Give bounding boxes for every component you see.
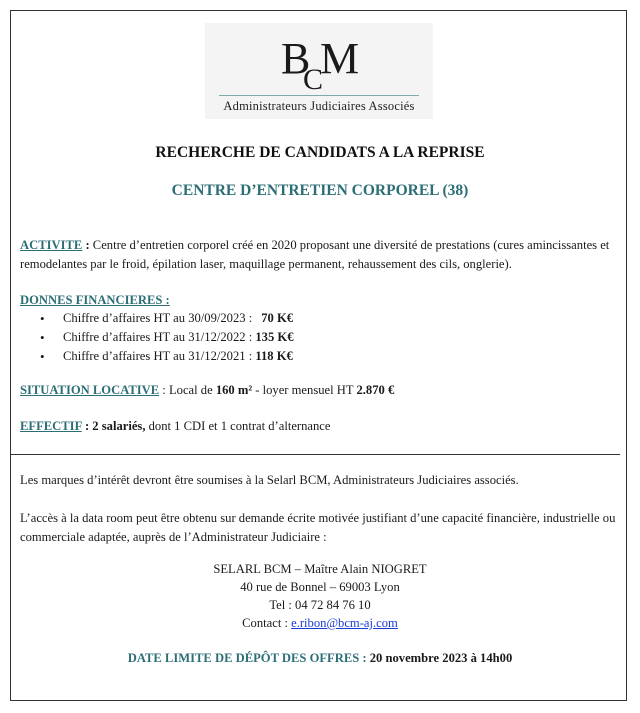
effectif-section xyxy=(20,417,623,436)
logo-monogram xyxy=(205,29,433,89)
situation-section xyxy=(20,381,623,400)
fin-item-amount: 135 K€ xyxy=(255,330,294,344)
contact-label: Contact : xyxy=(242,616,292,630)
financieres-section xyxy=(20,291,623,310)
divider xyxy=(10,454,620,455)
fin-item-amount: 118 K€ xyxy=(255,349,293,363)
page-subtitle: CENTRE D’ENTRETIEN CORPOREL (38) xyxy=(171,182,469,199)
logo-rule xyxy=(219,95,419,96)
situation-prefix: : Local de xyxy=(159,383,216,397)
deadline xyxy=(0,651,640,666)
deadline-label: DATE LIMITE DE DÉPÔT DES OFFRES : xyxy=(127,651,367,665)
list-item xyxy=(40,328,294,347)
dataroom-text: L’accès à la data room peut être obtenu sur demande écrite motivée justifiant d’une capacité financière, industrielle ou commerciale adaptée, auprès de l’Administrateur Judiciaire : xyxy=(20,511,616,544)
fin-item-text: Chiffre d’affaires HT au 31/12/2021 : xyxy=(63,349,253,363)
activite-section xyxy=(20,236,623,274)
situation-surface: 160 m² xyxy=(215,383,253,397)
effectif-label: EFFECTIF xyxy=(20,419,82,433)
activite-text: Centre d’entretien corporel créé en 2020 proposant une diversité de prestations (cures amincissantes et remodelantes par le froid, épilation laser, maquillage permanent, rehaussement des cils, onglerie). xyxy=(20,238,610,271)
contact-phone: Tel : 04 72 84 76 10 xyxy=(269,598,371,612)
fin-item-amount: 70 K€ xyxy=(261,311,294,325)
contact-email-link[interactable]: e.ribon@bcm-aj.com xyxy=(291,616,398,630)
situation-loyer: 2.870 € xyxy=(356,383,395,397)
svg-text:C: C xyxy=(303,63,324,91)
list-item xyxy=(40,309,294,328)
marques-text: Les marques d’intérêt devront être soumises à la Selarl BCM, Administrateurs Judiciaires associés. xyxy=(20,473,519,487)
fin-item-text: Chiffre d’affaires HT au 30/09/2023 : xyxy=(63,311,253,325)
bcm-logo xyxy=(205,23,433,119)
svg-text:B: B xyxy=(281,34,311,83)
financieres-list xyxy=(40,309,294,366)
logo-subtitle: Administrateurs Judiciaires Associés xyxy=(223,99,415,113)
page-title: RECHERCHE DE CANDIDATS A LA REPRISE xyxy=(155,144,485,161)
effectif-bold: : 2 salariés, xyxy=(81,419,146,433)
deadline-value: 20 novembre 2023 à 14h00 xyxy=(366,651,513,665)
financieres-label: DONNES FINANCIERES : xyxy=(20,293,170,307)
effectif-rest: dont 1 CDI et 1 contrat d’alternance xyxy=(145,419,331,433)
activite-label: ACTIVITE xyxy=(20,238,83,252)
fin-item-text: Chiffre d’affaires HT au 31/12/2022 : xyxy=(63,330,253,344)
contact-line-1: SELARL BCM – Maître Alain NIOGRET xyxy=(213,562,427,576)
situation-middle: - loyer mensuel HT xyxy=(252,383,357,397)
situation-label: SITUATION LOCATIVE xyxy=(20,383,160,397)
activite-separator: : xyxy=(82,238,93,252)
contact-email-line xyxy=(0,614,640,632)
list-item xyxy=(40,347,294,366)
svg-text:M: M xyxy=(320,34,360,83)
contact-line-2: 40 rue de Bonnel – 69003 Lyon xyxy=(240,580,400,594)
